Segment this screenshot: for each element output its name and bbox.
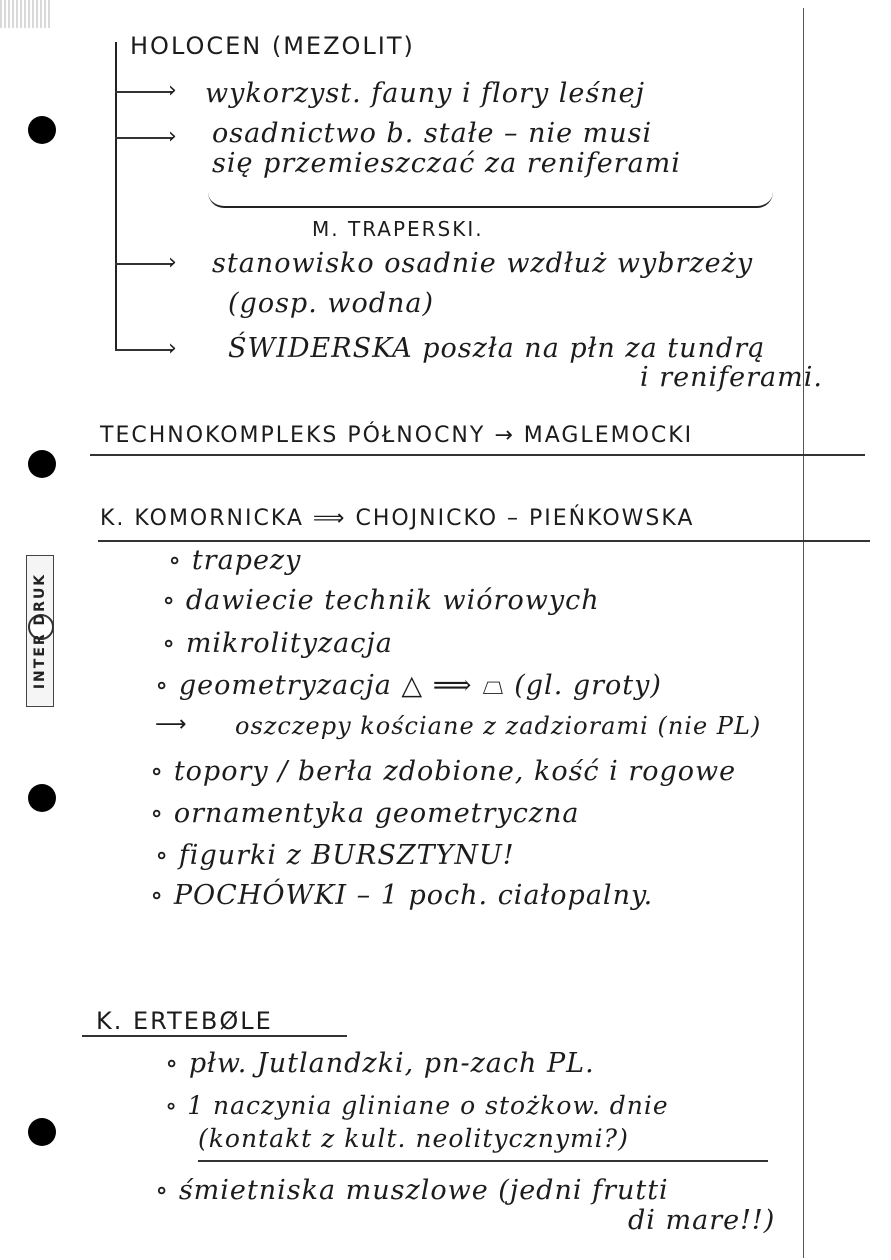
note-line: osadnictwo b. stałe – nie musi [212, 118, 653, 149]
label-traperski: M. TRAPERSKI. [312, 217, 484, 241]
arrow-right-icon: › [168, 124, 177, 149]
tree-arrow-line [115, 263, 173, 265]
note-line: się przemieszczać za reniferami [212, 148, 681, 179]
bullet-item: ∘ 1 naczynia gliniane o stożkow. dnie [165, 1091, 669, 1120]
bullet-item: ∘ mikrolityzacja [162, 628, 393, 659]
punch-hole [28, 784, 56, 812]
bullet-item: ∘ płw. Jutlandzki, pn-zach PL. [165, 1048, 595, 1079]
bullet-item: ∘ trapezy [168, 545, 302, 576]
arrow-right-icon: › [168, 336, 177, 361]
arrow-right-icon: › [168, 250, 177, 275]
tree-arrow-line [115, 137, 173, 139]
bullet-item: ∘ POCHÓWKI – 1 poch. ciałopalny. [150, 880, 654, 911]
tree-bracket-vertical [115, 42, 117, 350]
bullet-item: ∘ ornamentyka geometryczna [150, 798, 580, 829]
note-line: stanowisko osadnie wzdłuż wybrzeży [212, 248, 754, 279]
bullet-item: ∘ śmietniska muszlowe (jedni frutti [155, 1175, 669, 1206]
publisher-stamp [26, 555, 54, 707]
heading-komornicka: K. KOMORNICKA ⟹ CHOJNICKO – PIEŃKOWSKA [100, 506, 695, 531]
bullet-item: ∘ dawiecie technik wiórowych [162, 585, 600, 616]
bullet-item: ∘ topory / berła zdobione, kość i rogowe [150, 756, 737, 787]
underline [98, 540, 870, 542]
curly-brace [208, 192, 773, 208]
tree-arrow-line [115, 91, 173, 93]
underline [198, 1160, 768, 1162]
underline [82, 1035, 347, 1037]
arrow-right-icon: ⟶ [155, 712, 187, 737]
punch-hole [28, 1118, 56, 1146]
heading-holocen: HOLOCEN (MEZOLIT) [130, 32, 415, 60]
bullet-item: di mare!!) [628, 1205, 776, 1236]
scan-corner-artifact [0, 0, 50, 28]
note-line: i reniferami. [640, 362, 823, 393]
note-line: ŚWIDERSKA poszła na płn za tundrą [228, 333, 766, 364]
heading-ertebole: K. ERTEBØLE [96, 1007, 273, 1035]
tree-arrow-line [115, 349, 173, 351]
punch-hole [28, 450, 56, 478]
underline [90, 454, 865, 456]
heading-technokompleks: TECHNOKOMPLEKS PÓŁNOCNY → MAGLEMOCKI [100, 423, 694, 448]
arrow-right-icon: › [168, 78, 177, 103]
note-line: (gosp. wodna) [228, 288, 435, 319]
publisher-stamp-text: INTER DRUK [32, 572, 48, 690]
margin-line [803, 8, 804, 1258]
bullet-item: ∘ geometryzacja △ ⟹ ⏢ (gl. groty) [155, 670, 662, 701]
bullet-item: ∘ figurki z BURSZTYNU! [155, 840, 515, 871]
bullet-item: (kontakt z kult. neolitycznymi?) [198, 1124, 629, 1153]
note-line: wykorzyst. fauny i flory leśnej [205, 78, 645, 109]
bullet-item: oszczepy kościane z zadziorami (nie PL) [235, 712, 762, 740]
punch-hole [28, 116, 56, 144]
